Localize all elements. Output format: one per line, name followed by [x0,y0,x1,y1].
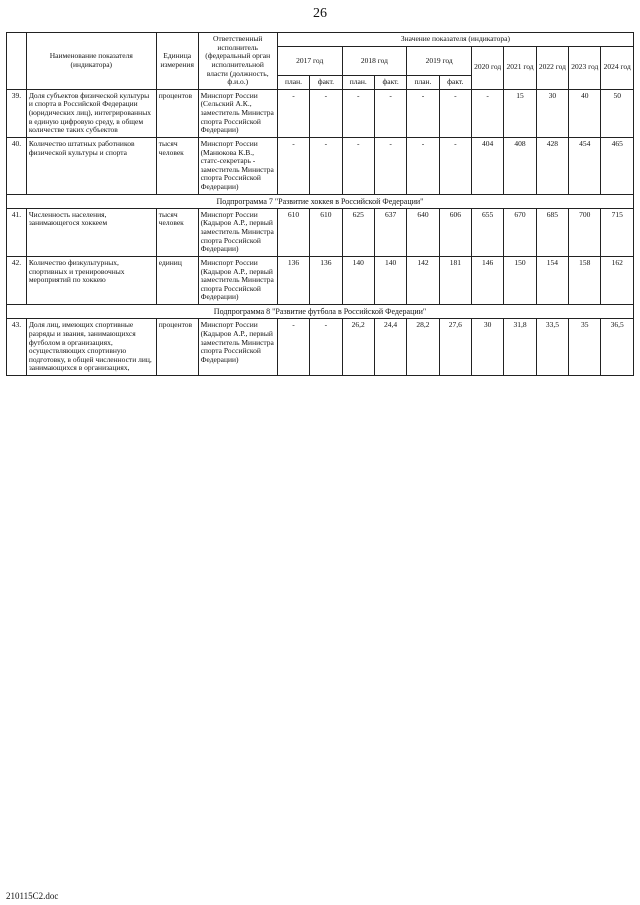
indicator-name: Доля лиц, имеющих спортивные разряды и звания, занимающихся футболом в организациях, осуществляющих спортивную подготовку, в общей численности лиц, занимающихся в организациях, [26,319,156,376]
value-cell: 30 [536,89,568,137]
value-cell: - [374,137,406,194]
header-plan-2018: план. [342,76,374,90]
header-year-2024: 2024 год [601,46,634,89]
row-number: 43. [7,319,27,376]
header-unit: Единица измерения [156,33,198,90]
value-cell: 36,5 [601,319,634,376]
value-cell: - [310,137,342,194]
value-cell: 136 [277,256,309,304]
header-indicator-name: Наименование показателя (индикатора) [26,33,156,90]
header-year-2022: 2022 год [536,46,568,89]
value-cell: - [342,137,374,194]
header-year-2019: 2019 год [407,46,472,76]
value-cell: 181 [439,256,471,304]
unit-cell: процентов [156,89,198,137]
value-cell: 26,2 [342,319,374,376]
value-cell: 454 [569,137,601,194]
value-cell: 35 [569,319,601,376]
table-row [7,208,634,256]
unit-cell: тысяч человек [156,137,198,194]
header-plan-2017: план. [277,76,309,90]
header-values: Значение показателя (индикатора) [277,33,633,47]
value-cell: 27,6 [439,319,471,376]
table-row [7,137,634,194]
indicator-name: Количество физкультурных, спортивных и тренировочных мероприятий по хоккею [26,256,156,304]
value-cell: - [439,137,471,194]
header-year-2017: 2017 год [277,46,342,76]
value-cell: 162 [601,256,634,304]
executor-cell: Минспорт России (Кадыров А.Р., первый заместитель Министра спорта Российской Федерации) [198,319,277,376]
value-cell: 606 [439,208,471,256]
value-cell: 625 [342,208,374,256]
value-cell: - [439,89,471,137]
header-year-2020: 2020 год [472,46,504,89]
value-cell: 404 [472,137,504,194]
value-cell: 140 [342,256,374,304]
value-cell: - [374,89,406,137]
row-number: 39. [7,89,27,137]
value-cell: 50 [601,89,634,137]
value-cell: 15 [504,89,536,137]
value-cell: 655 [472,208,504,256]
table-header [7,33,634,90]
row-number: 40. [7,137,27,194]
table-row [7,256,634,304]
indicator-name: Численность населения, занимающегося хоккеем [26,208,156,256]
executor-cell: Минспорт России (Кадыров А.Р., первый заместитель Министра спорта Российской Федерации) [198,208,277,256]
indicators-table [6,32,634,376]
table-row [7,319,634,376]
value-cell: 465 [601,137,634,194]
value-cell: 150 [504,256,536,304]
value-cell: - [277,137,309,194]
value-cell: 670 [504,208,536,256]
header-year-2018: 2018 год [342,46,407,76]
subprogram-row [7,194,634,208]
header-fact-2018: факт. [374,76,406,90]
value-cell: 24,4 [374,319,406,376]
value-cell: 700 [569,208,601,256]
header-executor: Ответственный исполнитель (федеральный орган исполнительной власти (должность, ф.и.о.) [198,33,277,90]
page-number: 26 [313,6,327,21]
indicator-name: Количество штатных работников физической культуры и спорта [26,137,156,194]
file-name: 210115C2.doc [6,891,59,901]
header-year-2021: 2021 год [504,46,536,89]
subprogram-row [7,305,634,319]
value-cell: 610 [310,208,342,256]
value-cell: 685 [536,208,568,256]
executor-cell: Минспорт России (Манюкова К.В., статс-секретарь - заместитель Министра спорта Российской Федерации) [198,137,277,194]
executor-cell: Минспорт России (Сельский А.К., заместитель Министра спорта Российской Федерации) [198,89,277,137]
value-cell: 640 [407,208,439,256]
header-fact-2017: факт. [310,76,342,90]
value-cell: 140 [374,256,406,304]
unit-cell: единиц [156,256,198,304]
value-cell: 158 [569,256,601,304]
value-cell: 610 [277,208,309,256]
value-cell: - [310,319,342,376]
value-cell: 146 [472,256,504,304]
value-cell: 136 [310,256,342,304]
value-cell: - [310,89,342,137]
value-cell: - [407,137,439,194]
unit-cell: тысяч человек [156,208,198,256]
row-number: 41. [7,208,27,256]
value-cell: 637 [374,208,406,256]
table-body [7,89,634,375]
unit-cell: процентов [156,319,198,376]
row-number: 42. [7,256,27,304]
executor-cell: Минспорт России (Кадыров А.Р., первый заместитель Министра спорта Российской Федерации) [198,256,277,304]
value-cell: 142 [407,256,439,304]
subprogram-title: Подпрограмма 8 "Развитие футбола в Российской Федерации" [7,305,634,319]
value-cell: 31,8 [504,319,536,376]
value-cell: 28,2 [407,319,439,376]
value-cell: 715 [601,208,634,256]
value-cell: - [277,319,309,376]
value-cell: - [342,89,374,137]
header-fact-2019: факт. [439,76,471,90]
table-row [7,89,634,137]
value-cell: 428 [536,137,568,194]
header-plan-2019: план. [407,76,439,90]
indicator-name: Доля субъектов физической культуры и спорта в Российской Федерации (юридических лиц), интегрированных в единую цифровую среду, в общем количестве таких субъектов [26,89,156,137]
value-cell: 40 [569,89,601,137]
value-cell: - [407,89,439,137]
value-cell: 30 [472,319,504,376]
value-cell: 154 [536,256,568,304]
value-cell: - [277,89,309,137]
header-number [7,33,27,90]
value-cell: 33,5 [536,319,568,376]
header-year-2023: 2023 год [569,46,601,89]
value-cell: - [472,89,504,137]
value-cell: 408 [504,137,536,194]
subprogram-title: Подпрограмма 7 "Развитие хоккея в Российской Федерации" [7,194,634,208]
